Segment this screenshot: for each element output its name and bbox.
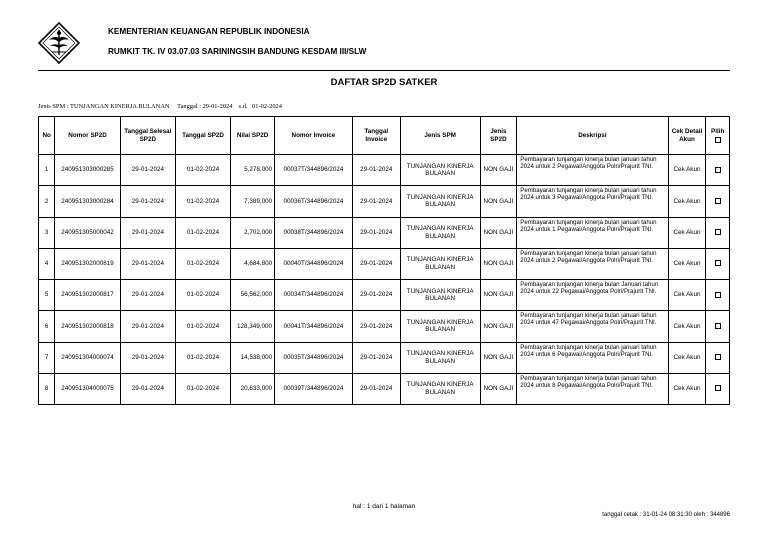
cell-tanggal-selesai: 29-01-2024	[120, 186, 175, 217]
table-row	[39, 248, 730, 279]
row-select-checkbox[interactable]	[715, 198, 721, 204]
col-header-nomor-invoice: Nomor Invoice	[275, 117, 353, 155]
filter-end-date: 01-02-2024	[252, 103, 282, 110]
filter-jenis-spm: Jenis SPM : TUNJANGAN KINERJA BULANAN	[38, 103, 170, 110]
cell-jenis-spm: TUNJANGAN KINERJA BULANAN	[400, 311, 480, 342]
org-name-secondary: RUMKIT TK. IV 03.07.03 SARININGSIH BANDUNG KESDAM III/SLW	[108, 47, 367, 56]
select-all-checkbox[interactable]	[715, 137, 721, 143]
cell-no: 4	[39, 248, 55, 279]
cell-tanggal-invoice: 29-01-2024	[352, 248, 400, 279]
table-row	[39, 217, 730, 248]
col-header-nilai-sp2d: Nilai SP2D	[231, 117, 275, 155]
cell-nomor-invoice: 00038T/344896/2024	[275, 217, 353, 248]
cell-nomor-sp2d: 240951302000817	[55, 280, 120, 311]
ministry-emblem-icon	[38, 22, 80, 64]
cell-nomor-sp2d: 240951303000284	[55, 186, 120, 217]
col-header-tanggal-selesai: Tanggal Selesai SP2D	[120, 117, 175, 155]
cell-nilai-sp2d: 128,349,000	[231, 311, 275, 342]
cell-deskripsi: Pembayaran tunjangan kinerja bulan januari tahun 2024 untuk 2 Pegawai/Anggota Polri/Prajurit TNI.	[517, 155, 668, 186]
cell-deskripsi: Pembayaran tunjangan kinerja bulan Januari tahun 2024 untuk 22 Pegawai/Anggota Polri/Prajurit TNI.	[517, 280, 668, 311]
cell-nilai-sp2d: 56,562,000	[231, 280, 275, 311]
cell-tanggal-sp2d: 01-02-2024	[175, 342, 230, 373]
col-header-pilih	[706, 117, 730, 155]
cell-tanggal-selesai: 29-01-2024	[120, 248, 175, 279]
col-header-jenis-spm: Jenis SPM	[400, 117, 480, 155]
filter-tanggal: Tanggal : 29-01-2024	[177, 103, 233, 110]
cell-jenis-spm: TUNJANGAN KINERJA BULANAN	[400, 248, 480, 279]
cell-nomor-invoice: 00039T/344896/2024	[275, 373, 353, 404]
cell-deskripsi: Pembayaran tunjangan kinerja bulan januari tahun 2024 untuk 3 Pegawai/Anggota Polri/Prajurit TNI.	[517, 186, 668, 217]
cell-nomor-invoice: 00041T/344896/2024	[275, 311, 353, 342]
cell-nomor-sp2d: 240951303000285	[55, 155, 120, 186]
cell-no: 8	[39, 373, 55, 404]
cell-deskripsi: Pembayaran tunjangan kinerja bulan januari tahun 2024 untuk 1 Pegawai/Anggota Polri/Prajurit TNI.	[517, 217, 668, 248]
cell-jenis-spm: TUNJANGAN KINERJA BULANAN	[400, 217, 480, 248]
cell-no: 2	[39, 186, 55, 217]
cell-jenis-sp2d: NON GAJI	[480, 186, 517, 217]
cell-tanggal-selesai: 29-01-2024	[120, 373, 175, 404]
cell-tanggal-invoice: 29-01-2024	[352, 280, 400, 311]
cell-tanggal-invoice: 29-01-2024	[352, 217, 400, 248]
cek-akun-link[interactable]: Cek Akun	[668, 186, 706, 217]
cell-deskripsi: Pembayaran tunjangan kinerja bulan januari tahun 2024 untuk 2 Pegawai/Anggota Polri/Prajurit TNI.	[517, 248, 668, 279]
cell-tanggal-sp2d: 01-02-2024	[175, 186, 230, 217]
cell-tanggal-sp2d: 01-02-2024	[175, 311, 230, 342]
cell-pilih	[706, 155, 730, 186]
cell-nomor-invoice: 00040T/344896/2024	[275, 248, 353, 279]
cell-jenis-spm: TUNJANGAN KINERJA BULANAN	[400, 280, 480, 311]
col-header-cek-detail: Cek Detail Akun	[668, 117, 706, 155]
sp2d-table	[38, 116, 730, 405]
header-divider	[38, 70, 730, 71]
table-row	[39, 342, 730, 373]
row-select-checkbox[interactable]	[715, 260, 721, 266]
cell-nilai-sp2d: 5,278,000	[231, 155, 275, 186]
cell-tanggal-selesai: 29-01-2024	[120, 280, 175, 311]
table-row	[39, 373, 730, 404]
cell-nomor-invoice: 00035T/344896/2024	[275, 342, 353, 373]
cell-jenis-sp2d: NON GAJI	[480, 280, 517, 311]
pilih-label: Pilih	[711, 127, 725, 135]
page-title: DAFTAR SP2D SATKER	[330, 77, 438, 88]
cell-deskripsi: Pembayaran tunjangan kinerja bulan januari tahun 2024 untuk 8 Pegawai/Anggota Polri/Prajurit TNI.	[517, 373, 668, 404]
cell-tanggal-selesai: 29-01-2024	[120, 217, 175, 248]
cell-jenis-spm: TUNJANGAN KINERJA BULANAN	[400, 342, 480, 373]
cell-tanggal-sp2d: 01-02-2024	[175, 217, 230, 248]
cell-jenis-spm: TUNJANGAN KINERJA BULANAN	[400, 373, 480, 404]
cell-pilih	[706, 342, 730, 373]
filter-sd: s.d.	[238, 103, 248, 110]
cell-jenis-sp2d: NON GAJI	[480, 342, 517, 373]
cell-tanggal-invoice: 29-01-2024	[352, 186, 400, 217]
cell-no: 6	[39, 311, 55, 342]
cek-akun-link[interactable]: Cek Akun	[668, 311, 706, 342]
row-select-checkbox[interactable]	[715, 292, 721, 298]
row-select-checkbox[interactable]	[715, 167, 721, 173]
cek-akun-link[interactable]: Cek Akun	[668, 373, 706, 404]
cell-tanggal-selesai: 29-01-2024	[120, 155, 175, 186]
cell-nilai-sp2d: 7,389,000	[231, 186, 275, 217]
table-row	[39, 186, 730, 217]
cell-tanggal-invoice: 29-01-2024	[352, 155, 400, 186]
cell-pilih	[706, 186, 730, 217]
table-row	[39, 311, 730, 342]
cell-pilih	[706, 373, 730, 404]
cell-jenis-sp2d: NON GAJI	[480, 373, 517, 404]
cell-pilih	[706, 248, 730, 279]
cek-akun-link[interactable]: Cek Akun	[668, 280, 706, 311]
cell-no: 1	[39, 155, 55, 186]
col-header-nomor-sp2d: Nomor SP2D	[55, 117, 120, 155]
cell-jenis-spm: TUNJANGAN KINERJA BULANAN	[400, 155, 480, 186]
cell-jenis-sp2d: NON GAJI	[480, 311, 517, 342]
cell-nomor-invoice: 00034T/344896/2024	[275, 280, 353, 311]
cell-deskripsi: Pembayaran tunjangan kinerja bulan januari tahun 2024 untuk 6 Pegawai/Anggota Polri/Prajurit TNI.	[517, 342, 668, 373]
cell-tanggal-sp2d: 01-02-2024	[175, 155, 230, 186]
org-name-primary: KEMENTERIAN KEUANGAN REPUBLIK INDONESIA	[108, 27, 310, 36]
cell-nilai-sp2d: 14,538,000	[231, 342, 275, 373]
cell-jenis-sp2d: NON GAJI	[480, 248, 517, 279]
cell-pilih	[706, 280, 730, 311]
cell-tanggal-invoice: 29-01-2024	[352, 373, 400, 404]
cell-jenis-sp2d: NON GAJI	[480, 155, 517, 186]
cell-nomor-invoice: 00036T/344896/2024	[275, 186, 353, 217]
cell-nomor-sp2d: 240951302000819	[55, 248, 120, 279]
cell-no: 5	[39, 280, 55, 311]
col-header-no: No	[39, 117, 55, 155]
cell-nomor-sp2d: 240951304000075	[55, 373, 120, 404]
cell-tanggal-invoice: 29-01-2024	[352, 342, 400, 373]
col-header-tanggal-sp2d: Tanggal SP2D	[175, 117, 230, 155]
print-info: tanggal cetak : 31-01-24 08:31:30 oleh : 344896	[602, 512, 730, 518]
cek-akun-link[interactable]: Cek Akun	[668, 248, 706, 279]
cek-akun-link[interactable]: Cek Akun	[668, 217, 706, 248]
cell-no: 7	[39, 342, 55, 373]
page-indicator: hal : 1 dari 1 halaman	[352, 503, 416, 510]
cell-no: 3	[39, 217, 55, 248]
table-row	[39, 280, 730, 311]
row-select-checkbox[interactable]	[715, 385, 721, 391]
cell-nomor-sp2d: 240951305000042	[55, 217, 120, 248]
cell-tanggal-selesai: 29-01-2024	[120, 311, 175, 342]
cell-jenis-spm: TUNJANGAN KINERJA BULANAN	[400, 186, 480, 217]
cell-nilai-sp2d: 2,702,000	[231, 217, 275, 248]
row-select-checkbox[interactable]	[715, 323, 721, 329]
cek-akun-link[interactable]: Cek Akun	[668, 342, 706, 373]
cell-nomor-sp2d: 240951304000074	[55, 342, 120, 373]
row-select-checkbox[interactable]	[715, 354, 721, 360]
cell-tanggal-sp2d: 01-02-2024	[175, 248, 230, 279]
table-header-row	[39, 117, 730, 155]
cell-nomor-sp2d: 240951302000818	[55, 311, 120, 342]
cell-nilai-sp2d: 20,633,000	[231, 373, 275, 404]
cell-tanggal-invoice: 29-01-2024	[352, 311, 400, 342]
row-select-checkbox[interactable]	[715, 229, 721, 235]
cek-akun-link[interactable]: Cek Akun	[668, 155, 706, 186]
cell-tanggal-sp2d: 01-02-2024	[175, 373, 230, 404]
filter-summary	[38, 103, 285, 110]
col-header-deskripsi: Deskripsi	[517, 117, 668, 155]
cell-nilai-sp2d: 4,684,800	[231, 248, 275, 279]
col-header-tanggal-invoice: Tanggal Invoice	[352, 117, 400, 155]
cell-nomor-invoice: 00037T/344896/2024	[275, 155, 353, 186]
cell-pilih	[706, 217, 730, 248]
table-row	[39, 155, 730, 186]
cell-tanggal-selesai: 29-01-2024	[120, 342, 175, 373]
cell-jenis-sp2d: NON GAJI	[480, 217, 517, 248]
col-header-jenis-sp2d: Jenis SP2D	[480, 117, 517, 155]
cell-deskripsi: Pembayaran tunjangan kinerja bulan januari tahun 2024 untuk 47 Pegawai/Anggota Polri/Prajurit TNI.	[517, 311, 668, 342]
cell-pilih	[706, 311, 730, 342]
cell-tanggal-sp2d: 01-02-2024	[175, 280, 230, 311]
